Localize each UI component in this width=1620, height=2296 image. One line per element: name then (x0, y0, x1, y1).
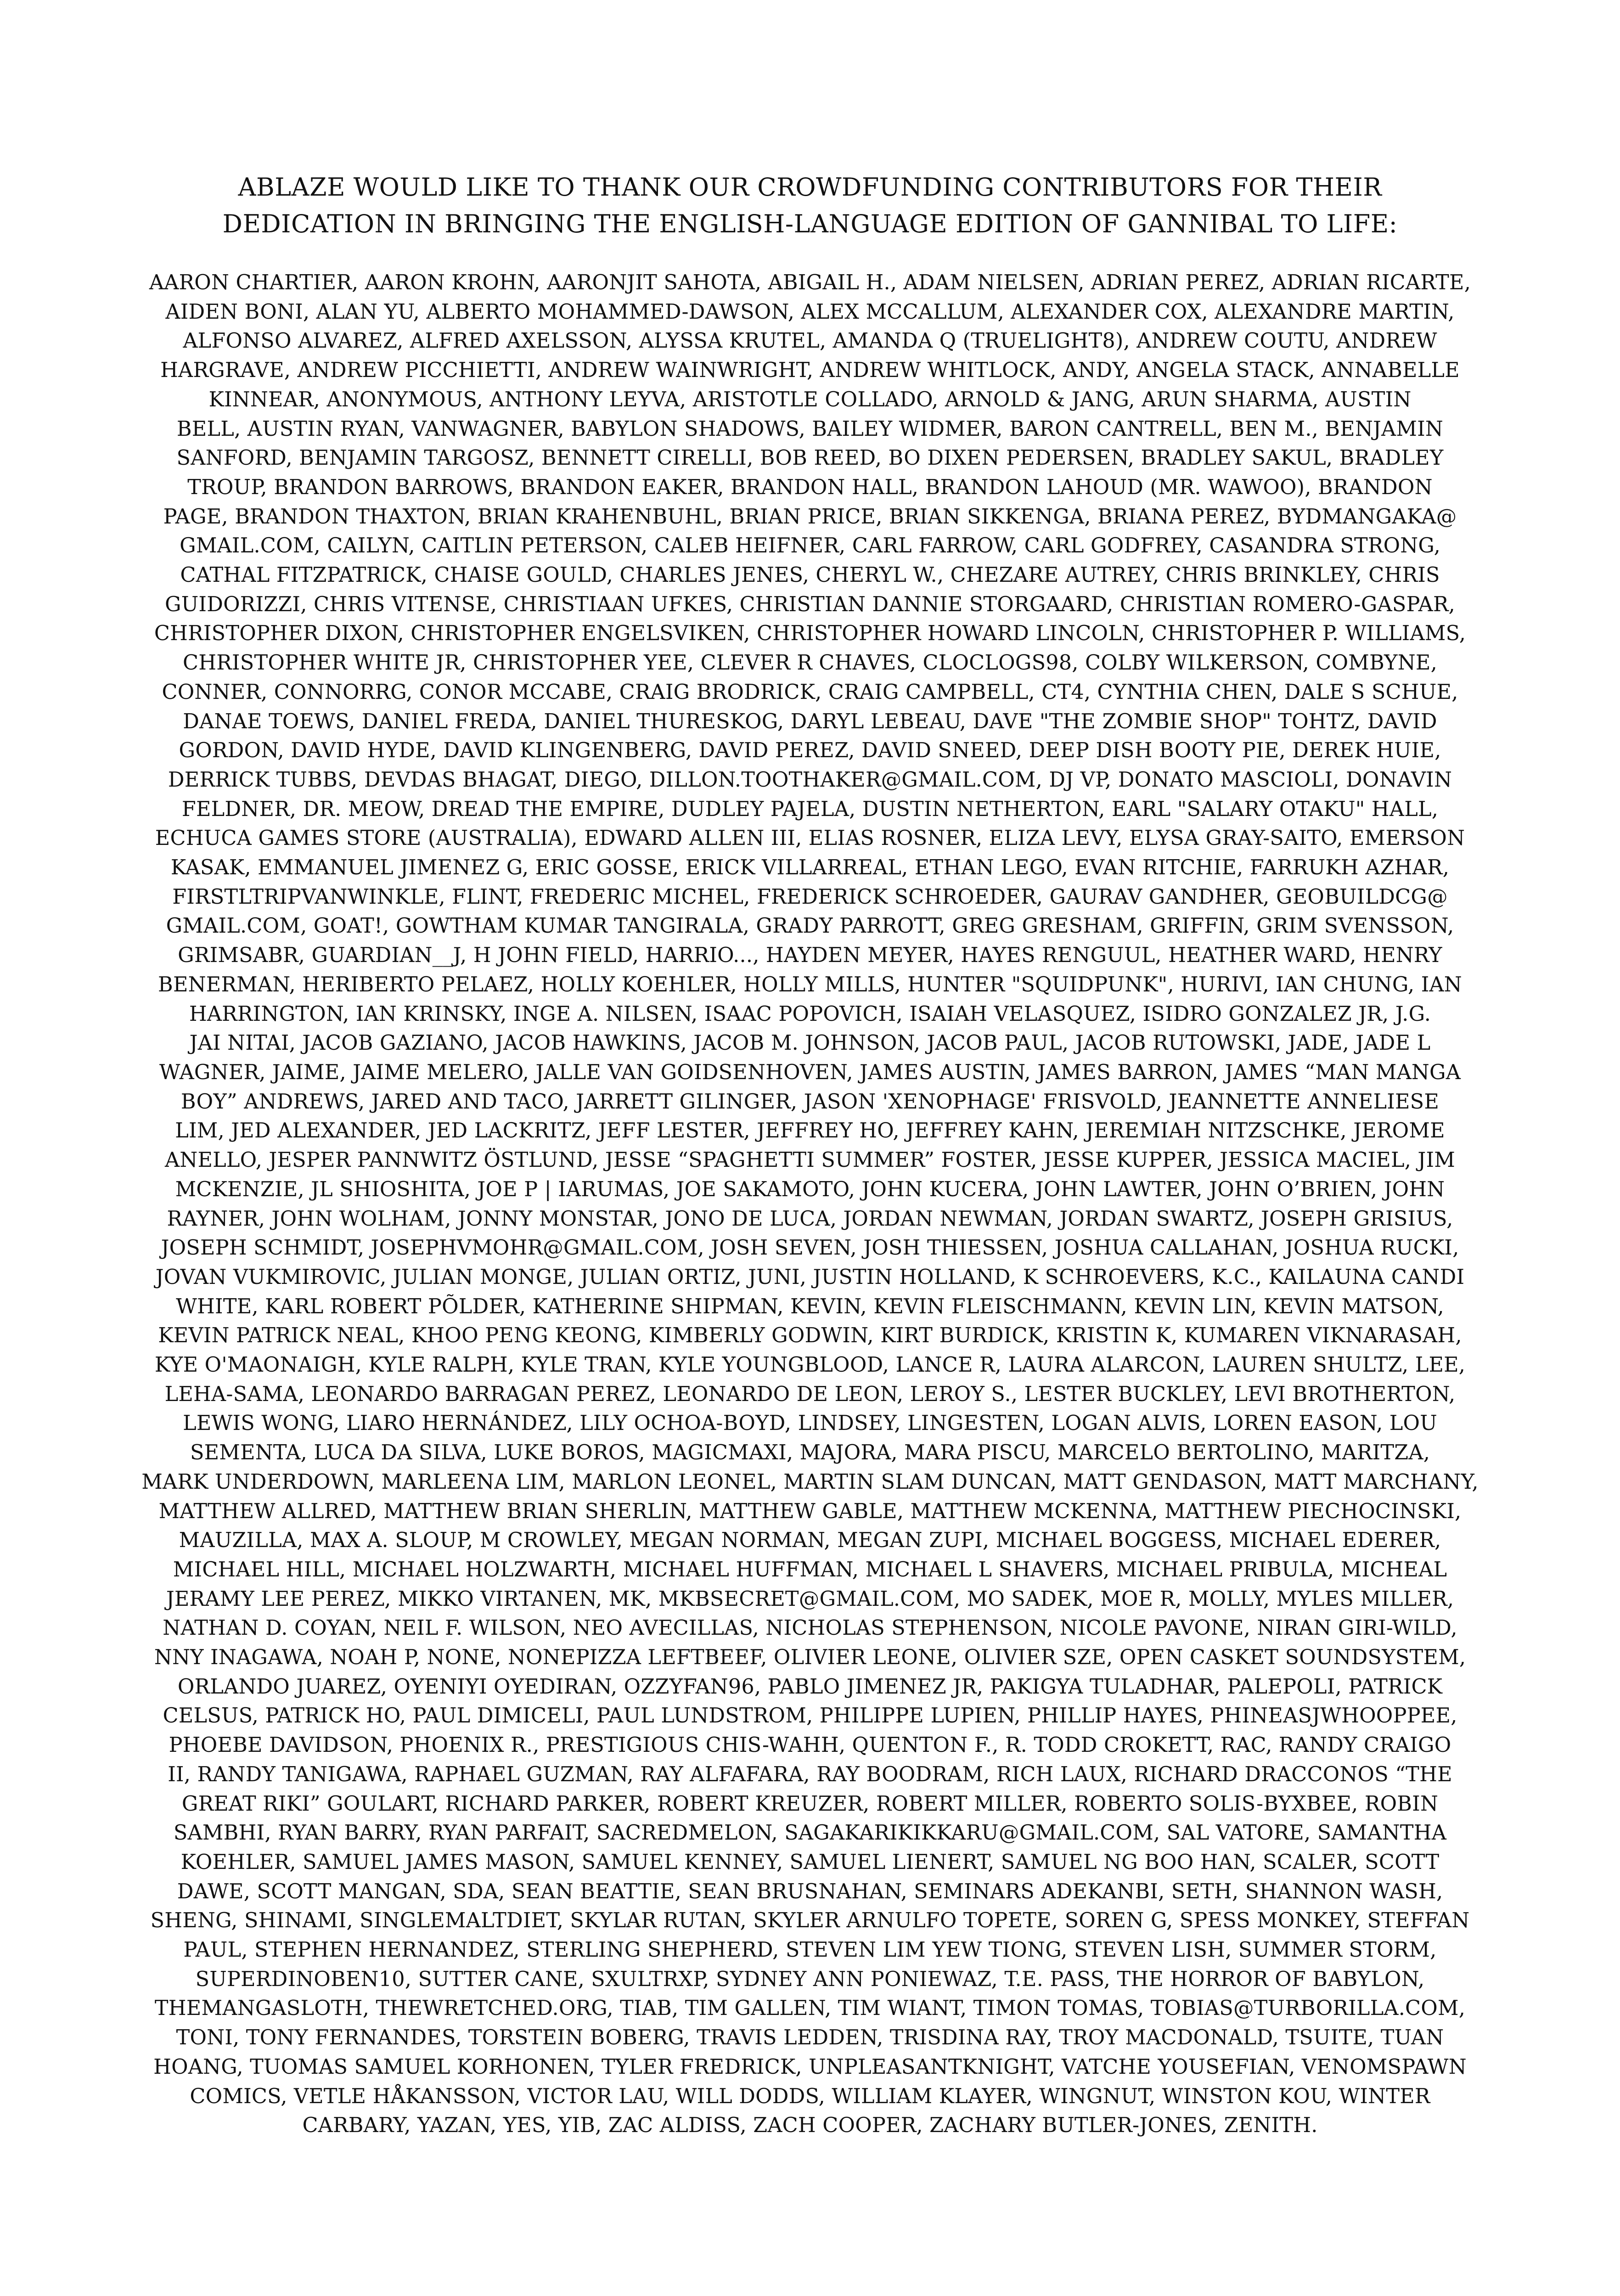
contributor-line: FELDNER, DR. MEOW, DREAD THE EMPIRE, DUDLEY PAJELA, DUSTIN NETHERTON, EARL "SALARY OTAKU" HALL, (181, 797, 1439, 821)
contributor-line: CARBARY, YAZAN, YES, YIB, ZAC ALDISS, ZACH COOPER, ZACHARY BUTLER-JONES, ZENITH. (302, 2114, 1318, 2138)
contributor-line: LEHA-SAMA, LEONARDO BARRAGAN PEREZ, LEONARDO DE LEON, LEROY S., LESTER BUCKLEY, LEVI BROTHERTON, (164, 1382, 1456, 1406)
contributor-line: SUPERDINOBEN10, SUTTER CANE, SXULTRXP, SYDNEY ANN PONIEWAZ, T.E. PASS, THE HORROR OF BABYLON, (195, 1967, 1425, 1991)
contributor-line: BOY” ANDREWS, JARED AND TACO, JARRETT GILINGER, JASON 'XENOPHAGE' FRISVOLD, JEANNETTE ANNELIESE (180, 1090, 1440, 1114)
contributor-line: SANFORD, BENJAMIN TARGOSZ, BENNETT CIRELLI, BOB REED, BO DIXEN PEDERSEN, BRADLEY SAKUL, BRADLEY (176, 446, 1444, 470)
contributor-line: THEMANGASLOTH, THEWRETCHED.ORG, TIAB, TIM GALLEN, TIM WIANT, TIMON TOMAS, TOBIAS@TURBORILLA.COM, (154, 1997, 1466, 2020)
contributor-line: PAUL, STEPHEN HERNANDEZ, STERLING SHEPHERD, STEVEN LIM YEW TIONG, STEVEN LISH, SUMMER STORM, (183, 1938, 1437, 1962)
contributor-line: NATHAN D. COYAN, NEIL F. WILSON, NEO AVECILLAS, NICHOLAS STEPHENSON, NICOLE PAVONE, NIRAN GIRI-WILD, (163, 1616, 1457, 1640)
contributor-line: SAMBHI, RYAN BARRY, RYAN PARFAIT, SACREDMELON, SAGAKARIKIKKARU@GMAIL.COM, SAL VATORE, SAMANTHA (173, 1821, 1447, 1845)
contributor-line: MAUZILLA, MAX A. SLOUP, M CROWLEY, MEGAN NORMAN, MEGAN ZUPI, MICHAEL BOGGESS, MICHAEL EDERER, (179, 1529, 1441, 1553)
contributor-line: II, RANDY TANIGAWA, RAPHAEL GUZMAN, RAY ALFAFARA, RAY BOODRAM, RICH LAUX, RICHARD DRACCONOS “THE (168, 1762, 1452, 1786)
thanks-heading (129, 169, 1491, 242)
contributor-line: WAGNER, JAIME, JAIME MELERO, JALLE VAN GOIDSENHOVEN, JAMES AUSTIN, JAMES BARRON, JAMES “MAN MANGA (159, 1060, 1461, 1084)
contributor-line: ORLANDO JUAREZ, OYENIYI OYEDIRAN, OZZYFAN96, PABLO JIMENEZ JR, PAKIGYA TULADHAR, PALEPOLI, PATRICK (177, 1675, 1443, 1699)
contributor-line: ANELLO, JESPER PANNWITZ ÖSTLUND, JESSE “SPAGHETTI SUMMER” FOSTER, JESSE KUPPER, JESSICA MACIEL, JIM (164, 1148, 1456, 1172)
contributor-line: JOSEPH SCHMIDT, JOSEPHVMOHR@GMAIL.COM, JOSH SEVEN, JOSH THIESSEN, JOSHUA CALLAHAN, JOSHUA RUCKI, (161, 1236, 1459, 1260)
contributor-line: DERRICK TUBBS, DEVDAS BHAGAT, DIEGO, DILLON.TOOTHAKER@GMAIL.COM, DJ VP, DONATO MASCIOLI, DONAVIN (168, 768, 1452, 792)
contributor-list (96, 268, 1524, 2140)
contributor-line: CHRISTOPHER WHITE JR, CHRISTOPHER YEE, CLEVER R CHAVES, CLOCLOGS98, COLBY WILKERSON, COMBYNE, (183, 651, 1437, 675)
contributor-line: DANAE TOEWS, DANIEL FREDA, DANIEL THURESKOG, DARYL LEBEAU, DAVE "THE ZOMBIE SHOP" TOHTZ, DAVID (183, 709, 1437, 733)
heading-line: ABLAZE WOULD LIKE TO THANK OUR CROWDFUNDING CONTRIBUTORS FOR THEIR (238, 173, 1382, 202)
contributor-line: HARGRAVE, ANDREW PICCHIETTI, ANDREW WAINWRIGHT, ANDREW WHITLOCK, ANDY, ANGELA STACK, ANNABELLE (160, 359, 1460, 383)
contributor-line: TROUP, BRANDON BARROWS, BRANDON EAKER, BRANDON HALL, BRANDON LAHOUD (MR. WAWOO), BRANDON (187, 475, 1433, 499)
contributor-line: MICHAEL HILL, MICHAEL HOLZWARTH, MICHAEL HUFFMAN, MICHAEL L SHAVERS, MICHAEL PRIBULA, MICHEAL (173, 1558, 1447, 1581)
contributor-line: GUIDORIZZI, CHRIS VITENSE, CHRISTIAAN UFKES, CHRISTIAN DANNIE STORGAARD, CHRISTIAN ROMERO-GASPAR, (164, 592, 1456, 616)
contributor-line: BENERMAN, HERIBERTO PELAEZ, HOLLY KOEHLER, HOLLY MILLS, HUNTER "SQUIDPUNK", HURIVI, IAN CHUNG, IAN (158, 973, 1462, 996)
heading-line: DEDICATION IN BRINGING THE ENGLISH-LANGUAGE EDITION OF GANNIBAL TO LIFE: (222, 209, 1398, 238)
contributor-line: CONNER, CONNORRG, CONOR MCCABE, CRAIG BRODRICK, CRAIG CAMPBELL, CT4, CYNTHIA CHEN, DALE S SCHUE, (162, 680, 1458, 704)
contributor-line: NNY INAGAWA, NOAH P, NONE, NONEPIZZA LEFTBEEF, OLIVIER LEONE, OLIVIER SZE, OPEN CASKET SOUNDSYSTEM, (154, 1646, 1466, 1670)
contributor-line: PAGE, BRANDON THAXTON, BRIAN KRAHENBUHL, BRIAN PRICE, BRIAN SIKKENGA, BRIANA PEREZ, BYDMANGAKA@ (163, 505, 1457, 529)
contributor-line: COMICS, VETLE HÅKANSSON, VICTOR LAU, WILL DODDS, WILLIAM KLAYER, WINGNUT, WINSTON KOU, WINTER (190, 2084, 1430, 2108)
contributor-line: GREAT RIKI” GOULART, RICHARD PARKER, ROBERT KREUZER, ROBERT MILLER, ROBERTO SOLIS-BYXBEE, ROBIN (181, 1792, 1439, 1816)
contributor-line: MARK UNDERDOWN, MARLEENA LIM, MARLON LEONEL, MARTIN SLAM DUNCAN, MATT GENDASON, MATT MARCHANY, (141, 1470, 1479, 1494)
contributor-line: ALFONSO ALVAREZ, ALFRED AXELSSON, ALYSSA KRUTEL, AMANDA Q (TRUELIGHT8), ANDREW COUTU, ANDREW (183, 329, 1437, 353)
contributor-line: JAI NITAI, JACOB GAZIANO, JACOB HAWKINS, JACOB M. JOHNSON, JACOB PAUL, JACOB RUTOWSKI, JADE, JADE L (189, 1031, 1431, 1055)
contributor-line: GORDON, DAVID HYDE, DAVID KLINGENBERG, DAVID PEREZ, DAVID SNEED, DEEP DISH BOOTY PIE, DEREK HUIE, (179, 739, 1441, 763)
contributor-line: MCKENZIE, JL SHIOSHITA, JOE P | IARUMAS, JOE SAKAMOTO, JOHN KUCERA, JOHN LAWTER, JOHN O’BRIEN, JOHN (175, 1177, 1445, 1201)
contributor-line: KINNEAR, ANONYMOUS, ANTHONY LEYVA, ARISTOTLE COLLADO, ARNOLD & JANG, ARUN SHARMA, AUSTIN (208, 388, 1412, 411)
contributor-line: KASAK, EMMANUEL JIMENEZ G, ERIC GOSSE, ERICK VILLARREAL, ETHAN LEGO, EVAN RITCHIE, FARRUKH AZHAR, (170, 856, 1450, 880)
contributor-line: RAYNER, JOHN WOLHAM, JONNY MONSTAR, JONO DE LUCA, JORDAN NEWMAN, JORDAN SWARTZ, JOSEPH GRISIUS, (167, 1207, 1453, 1231)
contributor-line: ECHUCA GAMES STORE (AUSTRALIA), EDWARD ALLEN III, ELIAS ROSNER, ELIZA LEVY, ELYSA GRAY-SAITO, EMERSON (155, 827, 1465, 850)
contributor-line: WHITE, KARL ROBERT PÕLDER, KATHERINE SHIPMAN, KEVIN, KEVIN FLEISCHMANN, KEVIN LIN, KEVIN MATSON, (176, 1294, 1444, 1318)
contributor-line: GMAIL.COM, GOAT!, GOWTHAM KUMAR TANGIRALA, GRADY PARROTT, GREG GRESHAM, GRIFFIN, GRIM SVENSSON, (166, 914, 1454, 938)
contributor-line: LEWIS WONG, LIARO HERNÁNDEZ, LILY OCHOA-BOYD, LINDSEY, LINGESTEN, LOGAN ALVIS, LOREN EASON, LOU (183, 1412, 1437, 1435)
contributor-line: SHENG, SHINAMI, SINGLEMALTDIET, SKYLAR RUTAN, SKYLER ARNULFO TOPETE, SOREN G, SPESS MONKEY, STEFFAN (150, 1909, 1470, 1933)
contributor-line: LIM, JED ALEXANDER, JED LACKRITZ, JEFF LESTER, JEFFREY HO, JEFFREY KAHN, JEREMIAH NITZSCHKE, JEROME (175, 1119, 1445, 1143)
contributor-line: AIDEN BONI, ALAN YU, ALBERTO MOHAMMED-DAWSON, ALEX MCCALLUM, ALEXANDER COX, ALEXANDRE MARTIN, (165, 300, 1455, 324)
contributor-line: TONI, TONY FERNANDES, TORSTEIN BOBERG, TRAVIS LEDDEN, TRISDINA RAY, TROY MACDONALD, TSUITE, TUAN (176, 2026, 1444, 2050)
contributor-line: KYE O'MAONAIGH, KYLE RALPH, KYLE TRAN, KYLE YOUNGBLOOD, LANCE R, LAURA ALARCON, LAUREN SHULTZ, LEE, (154, 1353, 1466, 1377)
contributor-line: FIRSTLTRIPVANWINKLE, FLINT, FREDERIC MICHEL, FREDERICK SCHROEDER, GAURAV GANDHER, GEOBUILDCG@ (172, 885, 1448, 909)
contributor-line: DAWE, SCOTT MANGAN, SDA, SEAN BEATTIE, SEAN BRUSNAHAN, SEMINARS ADEKANBI, SETH, SHANNON WASH, (177, 1880, 1443, 1903)
contributor-line: SEMENTA, LUCA DA SILVA, LUKE BOROS, MAGICMAXI, MAJORA, MARA PISCU, MARCELO BERTOLINO, MARITZA, (190, 1441, 1430, 1465)
contributor-line: JERAMY LEE PEREZ, MIKKO VIRTANEN, MK, MKBSECRET@GMAIL.COM, MO SADEK, MOE R, MOLLY, MYLES MILLER, (166, 1587, 1454, 1611)
contributor-line: HARRINGTON, IAN KRINSKY, INGE A. NILSEN, ISAAC POPOVICH, ISAIAH VELASQUEZ, ISIDRO GONZALEZ JR, J.G. (189, 1002, 1431, 1026)
contributor-line: BELL, AUSTIN RYAN, VANWAGNER, BABYLON SHADOWS, BAILEY WIDMER, BARON CANTRELL, BEN M., BENJAMIN (176, 417, 1444, 441)
contributor-line: KEVIN PATRICK NEAL, KHOO PENG KEONG, KIMBERLY GODWIN, KIRT BURDICK, KRISTIN K, KUMAREN VIKNARASAH, (158, 1324, 1462, 1348)
contributor-line: CATHAL FITZPATRICK, CHAISE GOULD, CHARLES JENES, CHERYL W., CHEZARE AUTREY, CHRIS BRINKLEY, CHRIS (180, 563, 1440, 587)
contributor-line: AARON CHARTIER, AARON KROHN, AARONJIT SAHOTA, ABIGAIL H., ADAM NIELSEN, ADRIAN PEREZ, ADRIAN RICARTE, (149, 271, 1471, 294)
contributor-line: GRIMSABR, GUARDIAN__J, H JOHN FIELD, HARRIO..., HAYDEN MEYER, HAYES RENGUUL, HEATHER WARD, HENRY (178, 944, 1442, 968)
contributor-line: HOANG, TUOMAS SAMUEL KORHONEN, TYLER FREDRICK, UNPLEASANTKNIGHT, VATCHE YOUSEFIAN, VENOMSPAWN (153, 2055, 1467, 2079)
contributor-line: MATTHEW ALLRED, MATTHEW BRIAN SHERLIN, MATTHEW GABLE, MATTHEW MCKENNA, MATTHEW PIECHOCINSKI, (158, 1499, 1462, 1523)
contributor-line: GMAIL.COM, CAILYN, CAITLIN PETERSON, CALEB HEIFNER, CARL FARROW, CARL GODFREY, CASANDRA STRONG, (180, 534, 1440, 558)
contributor-line: KOEHLER, SAMUEL JAMES MASON, SAMUEL KENNEY, SAMUEL LIENERT, SAMUEL NG BOO HAN, SCALER, SCOTT (180, 1850, 1440, 1874)
contributor-line: PHOEBE DAVIDSON, PHOENIX R., PRESTIGIOUS CHIS-WAHH, QUENTON F., R. TODD CROKETT, RAC, RANDY CRAIGO (169, 1733, 1451, 1757)
contributor-line: JOVAN VUKMIROVIC, JULIAN MONGE, JULIAN ORTIZ, JUNI, JUSTIN HOLLAND, K SCHROEVERS, K.C., KAILAUNA CANDI (155, 1265, 1465, 1289)
contributor-line: CHRISTOPHER DIXON, CHRISTOPHER ENGELSVIKEN, CHRISTOPHER HOWARD LINCOLN, CHRISTOPHER P. WILLIAMS, (154, 622, 1466, 646)
contributor-line: CELSUS, PATRICK HO, PAUL DIMICELI, PAUL LUNDSTROM, PHILIPPE LUPIEN, PHILLIP HAYES, PHINEASJWHOOPPEE, (163, 1704, 1457, 1728)
